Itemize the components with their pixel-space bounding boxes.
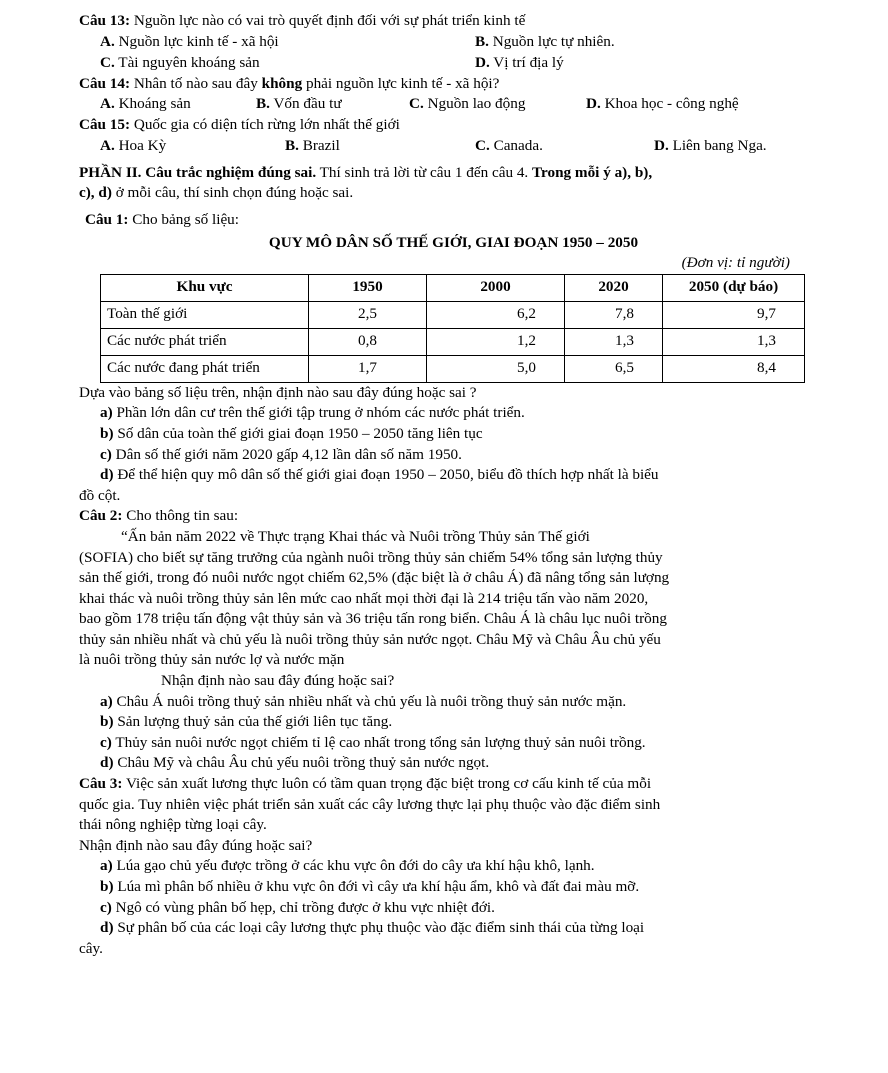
question-15: Câu 15: Quốc gia có diện tích rừng lớn nhất thế giới bbox=[79, 116, 400, 134]
statement-b: b) Lúa mì phân bố nhiều ở khu vực ôn đới vì cây ưa khí hậu ẩm, khô và đất đai màu mỡ. bbox=[100, 878, 640, 895]
table-row: Các nước phát triển 0,8 1,2 1,3 1,3 bbox=[101, 328, 805, 355]
option-b: B. Brazil bbox=[285, 136, 340, 154]
option-d: D. Khoa học - công nghệ bbox=[586, 95, 739, 113]
option-b: B. Nguồn lực tự nhiên. bbox=[475, 32, 615, 50]
passage-line: thái nông nghiệp từng loại cây. bbox=[79, 816, 267, 834]
question-13-options-row2 bbox=[79, 53, 828, 74]
table-header: 2020 bbox=[565, 274, 663, 301]
question-label: Câu 1: bbox=[85, 210, 129, 228]
question-14-options bbox=[79, 94, 828, 115]
passage-line: là nuôi trồng thủy sản nước lợ và nước mặn bbox=[79, 651, 345, 669]
option-c: C. Nguồn lao động bbox=[409, 95, 526, 113]
question-label: Câu 2: bbox=[79, 507, 123, 525]
part-2-heading: PHẦN II. Câu trắc nghiệm đúng sai. Thí sinh trả lời từ câu 1 đến câu 4. Trong mỗi ý a), b), bbox=[79, 163, 653, 181]
question-label: Câu 14: bbox=[79, 74, 131, 92]
passage-line: khai thác và nuôi trồng thủy sản lên mức cao nhất mọi thời đại là 214 triệu tấn vào năm 2020, bbox=[79, 589, 649, 607]
passage-line: thủy sản nhiều nhất và chủ yếu là nuôi trồng thủy sản nước ngọt. Châu Mỹ và Châu Âu chủ yếu bbox=[79, 630, 661, 648]
statement-d: d) Châu Mỹ và châu Âu chủ yếu nuôi trồng thuỷ sản nước ngọt. bbox=[100, 754, 490, 772]
table-header-row bbox=[101, 274, 805, 301]
question-text: Nguồn lực nào có vai trò quyết định đối với sự phát triển kinh tế bbox=[130, 12, 526, 29]
option-d: D. Liên bang Nga. bbox=[654, 136, 767, 154]
question-13 bbox=[79, 11, 828, 32]
question-2: Câu 2: Cho thông tin sau: bbox=[79, 507, 239, 525]
question-label: Câu 13: bbox=[79, 12, 131, 29]
statement-c: c) Ngô có vùng phân bố hẹp, chỉ trồng được ở khu vực nhiệt đới. bbox=[100, 898, 495, 916]
population-table bbox=[100, 274, 805, 383]
passage-line: sản thế giới, trong đó nuôi nước ngọt chiếm 62,5% (đặc biệt là ở châu Á) đã nâng tổng sản lượng bbox=[79, 569, 670, 587]
option-c: C. Tài nguyên khoáng sản bbox=[100, 53, 260, 71]
question-3: Câu 3: Việc sản xuất lương thực luôn có tầm quan trọng đặc biệt trong cơ cấu kinh tế của mỗi bbox=[79, 775, 652, 793]
table-header: Khu vực bbox=[101, 274, 309, 301]
table-title: QUY MÔ DÂN SỐ THẾ GIỚI, GIAI ĐOẠN 1950 – 2050 bbox=[268, 233, 639, 251]
option-a: A. Nguồn lực kinh tế - xã hội bbox=[100, 32, 279, 50]
option-b: B. Vốn đầu tư bbox=[256, 95, 342, 113]
question-1-prompt: Dựa vào bảng số liệu trên, nhận định nào sau đây đúng hoặc sai ? bbox=[79, 383, 477, 401]
table-header: 2050 (dự báo) bbox=[663, 274, 805, 301]
question-13-options-row1 bbox=[79, 32, 828, 53]
statement-a: a) Lúa gạo chủ yếu được trồng ở các khu vực ôn đới do cây ưa khí hậu khô, lạnh. bbox=[100, 857, 595, 875]
option-c: C. Canada. bbox=[475, 136, 543, 154]
question-2-prompt: Nhận định nào sau đây đúng hoặc sai? bbox=[161, 672, 395, 690]
part-2-heading-cont: c), d) ở mỗi câu, thí sinh chọn đúng hoặc sai. bbox=[79, 184, 354, 202]
table-row: Các nước đang phát triển 1,7 5,0 6,5 8,4 bbox=[101, 355, 805, 382]
option-d: D. Vị trí địa lý bbox=[475, 53, 564, 71]
passage-line: quốc gia. Tuy nhiên việc phát triển sản xuất các cây lương thực lại phụ thuộc vào đặc điểm sinh bbox=[79, 795, 661, 813]
statement-d: d) Để thể hiện quy mô dân số thế giới giai đoạn 1950 – 2050, biểu đồ thích hợp nhất là biểu bbox=[100, 466, 659, 484]
table-unit: (Đơn vị: tỉ người) bbox=[681, 254, 790, 272]
statement-d-cont: đồ cột. bbox=[79, 486, 121, 504]
question-1: Câu 1: Cho bảng số liệu: bbox=[85, 210, 239, 228]
passage-line: (SOFIA) cho biết sự tăng trưởng của ngành nuôi trồng thủy sản chiếm 54% tổng sản lượng thủy bbox=[79, 548, 663, 566]
statement-c: c) Thủy sản nuôi nước ngọt chiếm tỉ lệ cao nhất trong tổng sản lượng thuỷ sản nuôi trồng. bbox=[100, 733, 646, 751]
statement-d-cont: cây. bbox=[79, 939, 103, 957]
statement-b: b) Sản lượng thuỷ sản của thế giới liên tục tăng. bbox=[100, 713, 393, 731]
passage-line: bao gồm 178 triệu tấn động vật thủy sản và 36 triệu tấn rong biển. Châu Á là châu lục nuôi trồng bbox=[79, 610, 667, 628]
statement-a: a) Châu Á nuôi trồng thuỷ sản nhiều nhất và chủ yếu là nuôi trồng thuỷ sản nước mặn. bbox=[100, 692, 627, 710]
question-label: Câu 15: bbox=[79, 116, 131, 134]
statement-d: d) Sự phân bố của các loại cây lương thực phụ thuộc vào đặc điểm sinh thái của từng loại bbox=[100, 919, 645, 937]
option-a: A. Hoa Kỳ bbox=[100, 136, 167, 154]
passage-line: “Ấn bản năm 2022 về Thực trạng Khai thác và Nuôi trồng Thủy sản Thế giới bbox=[121, 527, 590, 545]
statement-b: b) Số dân của toàn thế giới giai đoạn 1950 – 2050 tăng liên tục bbox=[100, 424, 483, 442]
question-label: Câu 3: bbox=[79, 775, 123, 793]
question-14: Câu 14: Nhân tố nào sau đây không phải nguồn lực kinh tế - xã hội? bbox=[79, 74, 500, 92]
question-3-prompt: Nhận định nào sau đây đúng hoặc sai? bbox=[79, 836, 313, 854]
question-15-options bbox=[79, 136, 828, 157]
table-header: 1950 bbox=[309, 274, 427, 301]
table-header: 2000 bbox=[427, 274, 565, 301]
table-row: Toàn thế giới 2,5 6,2 7,8 9,7 bbox=[101, 301, 805, 328]
statement-c: c) Dân số thế giới năm 2020 gấp 4,12 lần dân số năm 1950. bbox=[100, 445, 462, 463]
statement-a: a) Phần lớn dân cư trên thế giới tập trung ở nhóm các nước phát triển. bbox=[100, 404, 525, 422]
option-a: A. Khoáng sản bbox=[100, 95, 191, 113]
